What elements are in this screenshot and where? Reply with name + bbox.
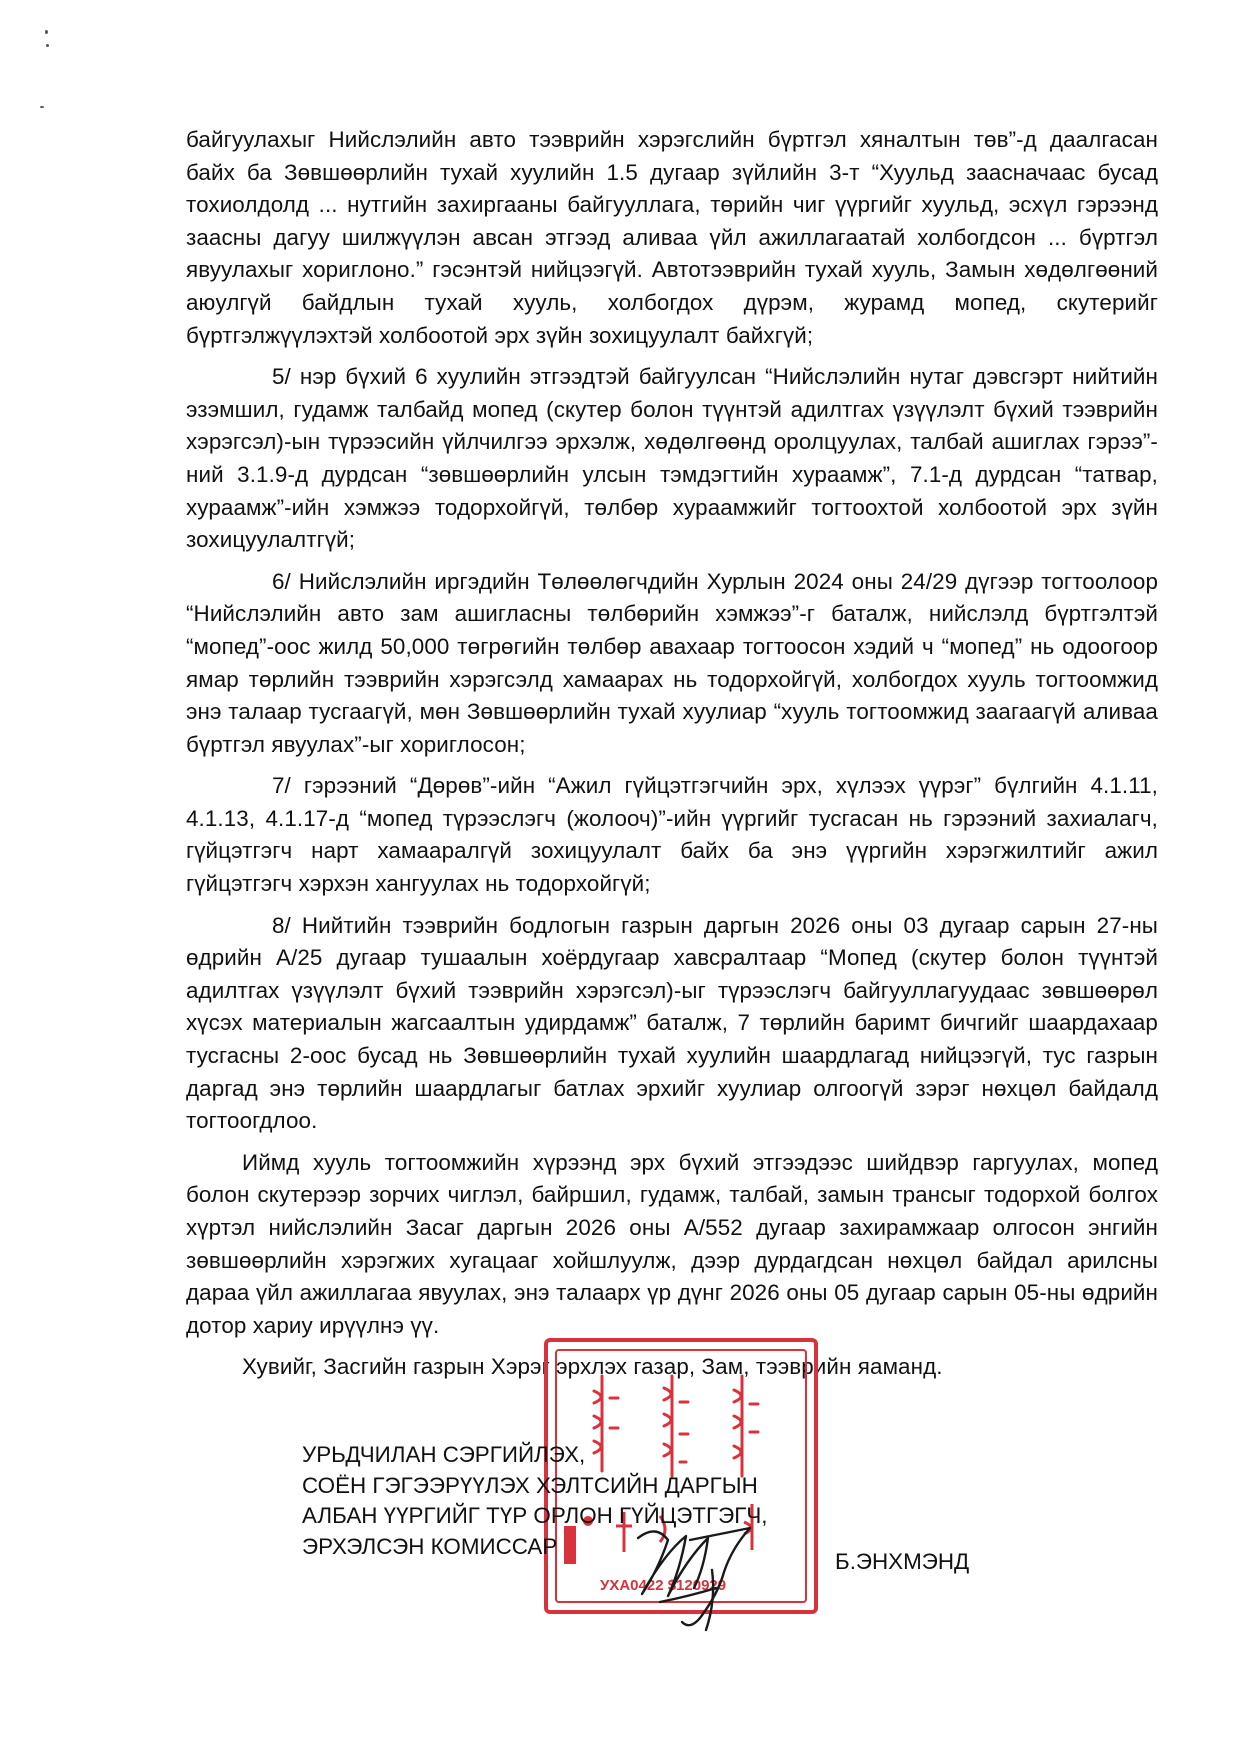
scan-speck <box>46 44 49 47</box>
paragraph-copy-to: Хувийг, Засгийн газрын Хэрэг эрхлэх газар, Зам, тээврийн яаманд. <box>242 1354 943 1380</box>
paragraph-item-6: 6/ Нийслэлийн иргэдийн Төлөөлөгчдийн Хурлын 2024 оны 24/29 дүгээр тогтоолоор “Нийслэлийн авто зам ашигласны төлбөрийн хэмжээ”-г баталж, нийслэлд бүртгэлтэй “мопед”-оос жилд 50,000 төгрөгийн төлбөр авахаар тогтоосон хэдий ч “мопед” нь одоогоор ямар төрлийн тээврийн хэрэгсэлд хамаарах нь тодорхойгүй, холбогдох хууль тогтоомжид энэ талаар тусгаагүй, мөн Зөвшөөрлийн тухай хуулиар “хууль тогтоомжид заагаагүй аливаа бүртгэл явуулах”-ыг хориглосон; <box>186 568 1158 757</box>
letter-body <box>186 124 1158 1393</box>
stamp-serial: УХА0422 $120929 <box>600 1577 727 1594</box>
scan-speck <box>40 106 44 108</box>
paragraph-request: Иймд хууль тогтоомжийн хүрээнд эрх бүхий этгээдээс шийдвэр гаргуулах, мопед болон скутерээр зорчих чиглэл, байршил, гудамж, талбай, замын трансыг тодорхой болгох хүртэл нийслэлийн Засаг даргын 2026 оны А/552 дугаар захирамжаар олгосон энгийн зөвшөөрлийн хэрэгжих хугацааг хойшлуулж, дээр дурдагдсан нөхцөл байдал арилсны дараа үйл ажиллагаа явуулах, энэ талаарх үр дүнг 2026 оны 05 дугаар сарын 05-ны өдрийн дотор хариу ирүүлнэ үү. <box>186 1149 1158 1338</box>
handwritten-signature <box>620 1510 790 1640</box>
paragraph-continuation: байгуулахыг Нийслэлийн авто тээврийн хэрэгслийн бүртгэл хяналтын төв”-д даалгасан байх ба Зөвшөөрлийн тухай хуулийн 1.5 дугаар зүйлийн 3-т “Хуульд заасначаас бусад тохиолдолд ... нутгийн захиргааны байгууллага, төрийн чиг үүргийг хуульд, эсхүл гэрээнд заасны дагуу шилжүүлэн авсан этгээд аливаа үйл ажиллагаатай холбогдсон ... бүртгэл явуулахыг хориглоно.” гэсэнтэй нийцээгүй. Автотээврийн тухай хууль, Замын хөдөлгөөний аюулгүй байдлын тухай хууль, холбогдох дүрэм, журамд мопед, скутерийг бүртгэлжүүлэхтэй холбоотой эрх зүйн зохицуулалт байхгүй; <box>186 127 1158 348</box>
paragraph-item-7: 7/ гэрээний “Дөрөв”-ийн “Ажил гүйцэтгэгчийн эрх, хүлээх үүрэг” бүлгийн 4.1.11, 4.1.13, 4.1.17-д “мопед түрээслэгч (жолооч)”-ийн үүргийг тусгасан нь гэрээний захиалагч, гүйцэтгэгч нарт хамааралгүй зохицуулалт байх ба энэ үүргийн хэрэгжилтийг ажил гүйцэтгэгч хэрхэн хангуулах нь тодорхойгүй; <box>186 773 1158 897</box>
signer-title-line-4: ЭРХЭЛСЭН КОМИССАР <box>302 1533 558 1559</box>
paragraph-item-5: 5/ нэр бүхий 6 хуулийн этгээдтэй байгуулсан “Нийслэлийн нутаг дэвсгэрт нийтийн эзэмшил, гудамж талбайд мопед (скутер болон түүнтэй адилтгах үзүүлэлт бүхий тээврийн хэрэгсэл)-ын түрээсийн үйлчилгээ эрхэлж, хөдөлгөөнд оролцуулах, талбай ашиглах гэрээ”-ний 3.1.9-д дурдсан “зөвшөөрлийн улсын тэмдэгтийн хураамж”, 7.1-д дурдсан “татвар, хураамж”-ийн хэмжээ тодорхойгүй, төлбөр хураамжийг тогтоохтой холбоотой эрх зүйн зохицуулалтгүй; <box>186 364 1158 553</box>
paragraph-item-8: 8/ Нийтийн тээврийн бодлогын газрын даргын 2026 оны 03 дугаар сарын 27-ны өдрийн А/25 дугаар тушаалын хоёрдугаар хавсралтаар “Мопед (скутер болон түүнтэй адилтгах үзүүлэлт бүхий тээврийн хэрэгсэл)-ыг түрээслэгч байгууллагуудаас зөвшөөрөл хүсэх материалын жагсаалтын удирдамж” баталж, 7 төрлийн баримт бичгийг шаардахаар тусгасны 2-оос бусад нь Зөвшөөрлийн тухай хуулийн шаардлагад нийцээгүй, тус газрын даргад энэ төрлийн шаардлагыг батлах эрхийг хуулиар олгоогүй зэрэг нөхцөл байдалд тогтоогдлоо. <box>186 912 1158 1134</box>
scan-speck <box>45 30 48 34</box>
signer-name: Б.ЭНХМЭНД <box>835 1549 970 1574</box>
signer-title-line-3: АЛБАН ҮҮРГИЙГ ТҮР ОРЛОН ГҮЙЦЭТГЭГЧ, <box>302 1503 768 1528</box>
signer-title-line-1: УРЬДЧИЛАН СЭРГИЙЛЭХ, <box>302 1442 586 1467</box>
signer-title-line-2: СОЁН ГЭГЭЭРҮҮЛЭХ ХЭЛТСИЙН ДАРГЫН <box>302 1472 758 1498</box>
